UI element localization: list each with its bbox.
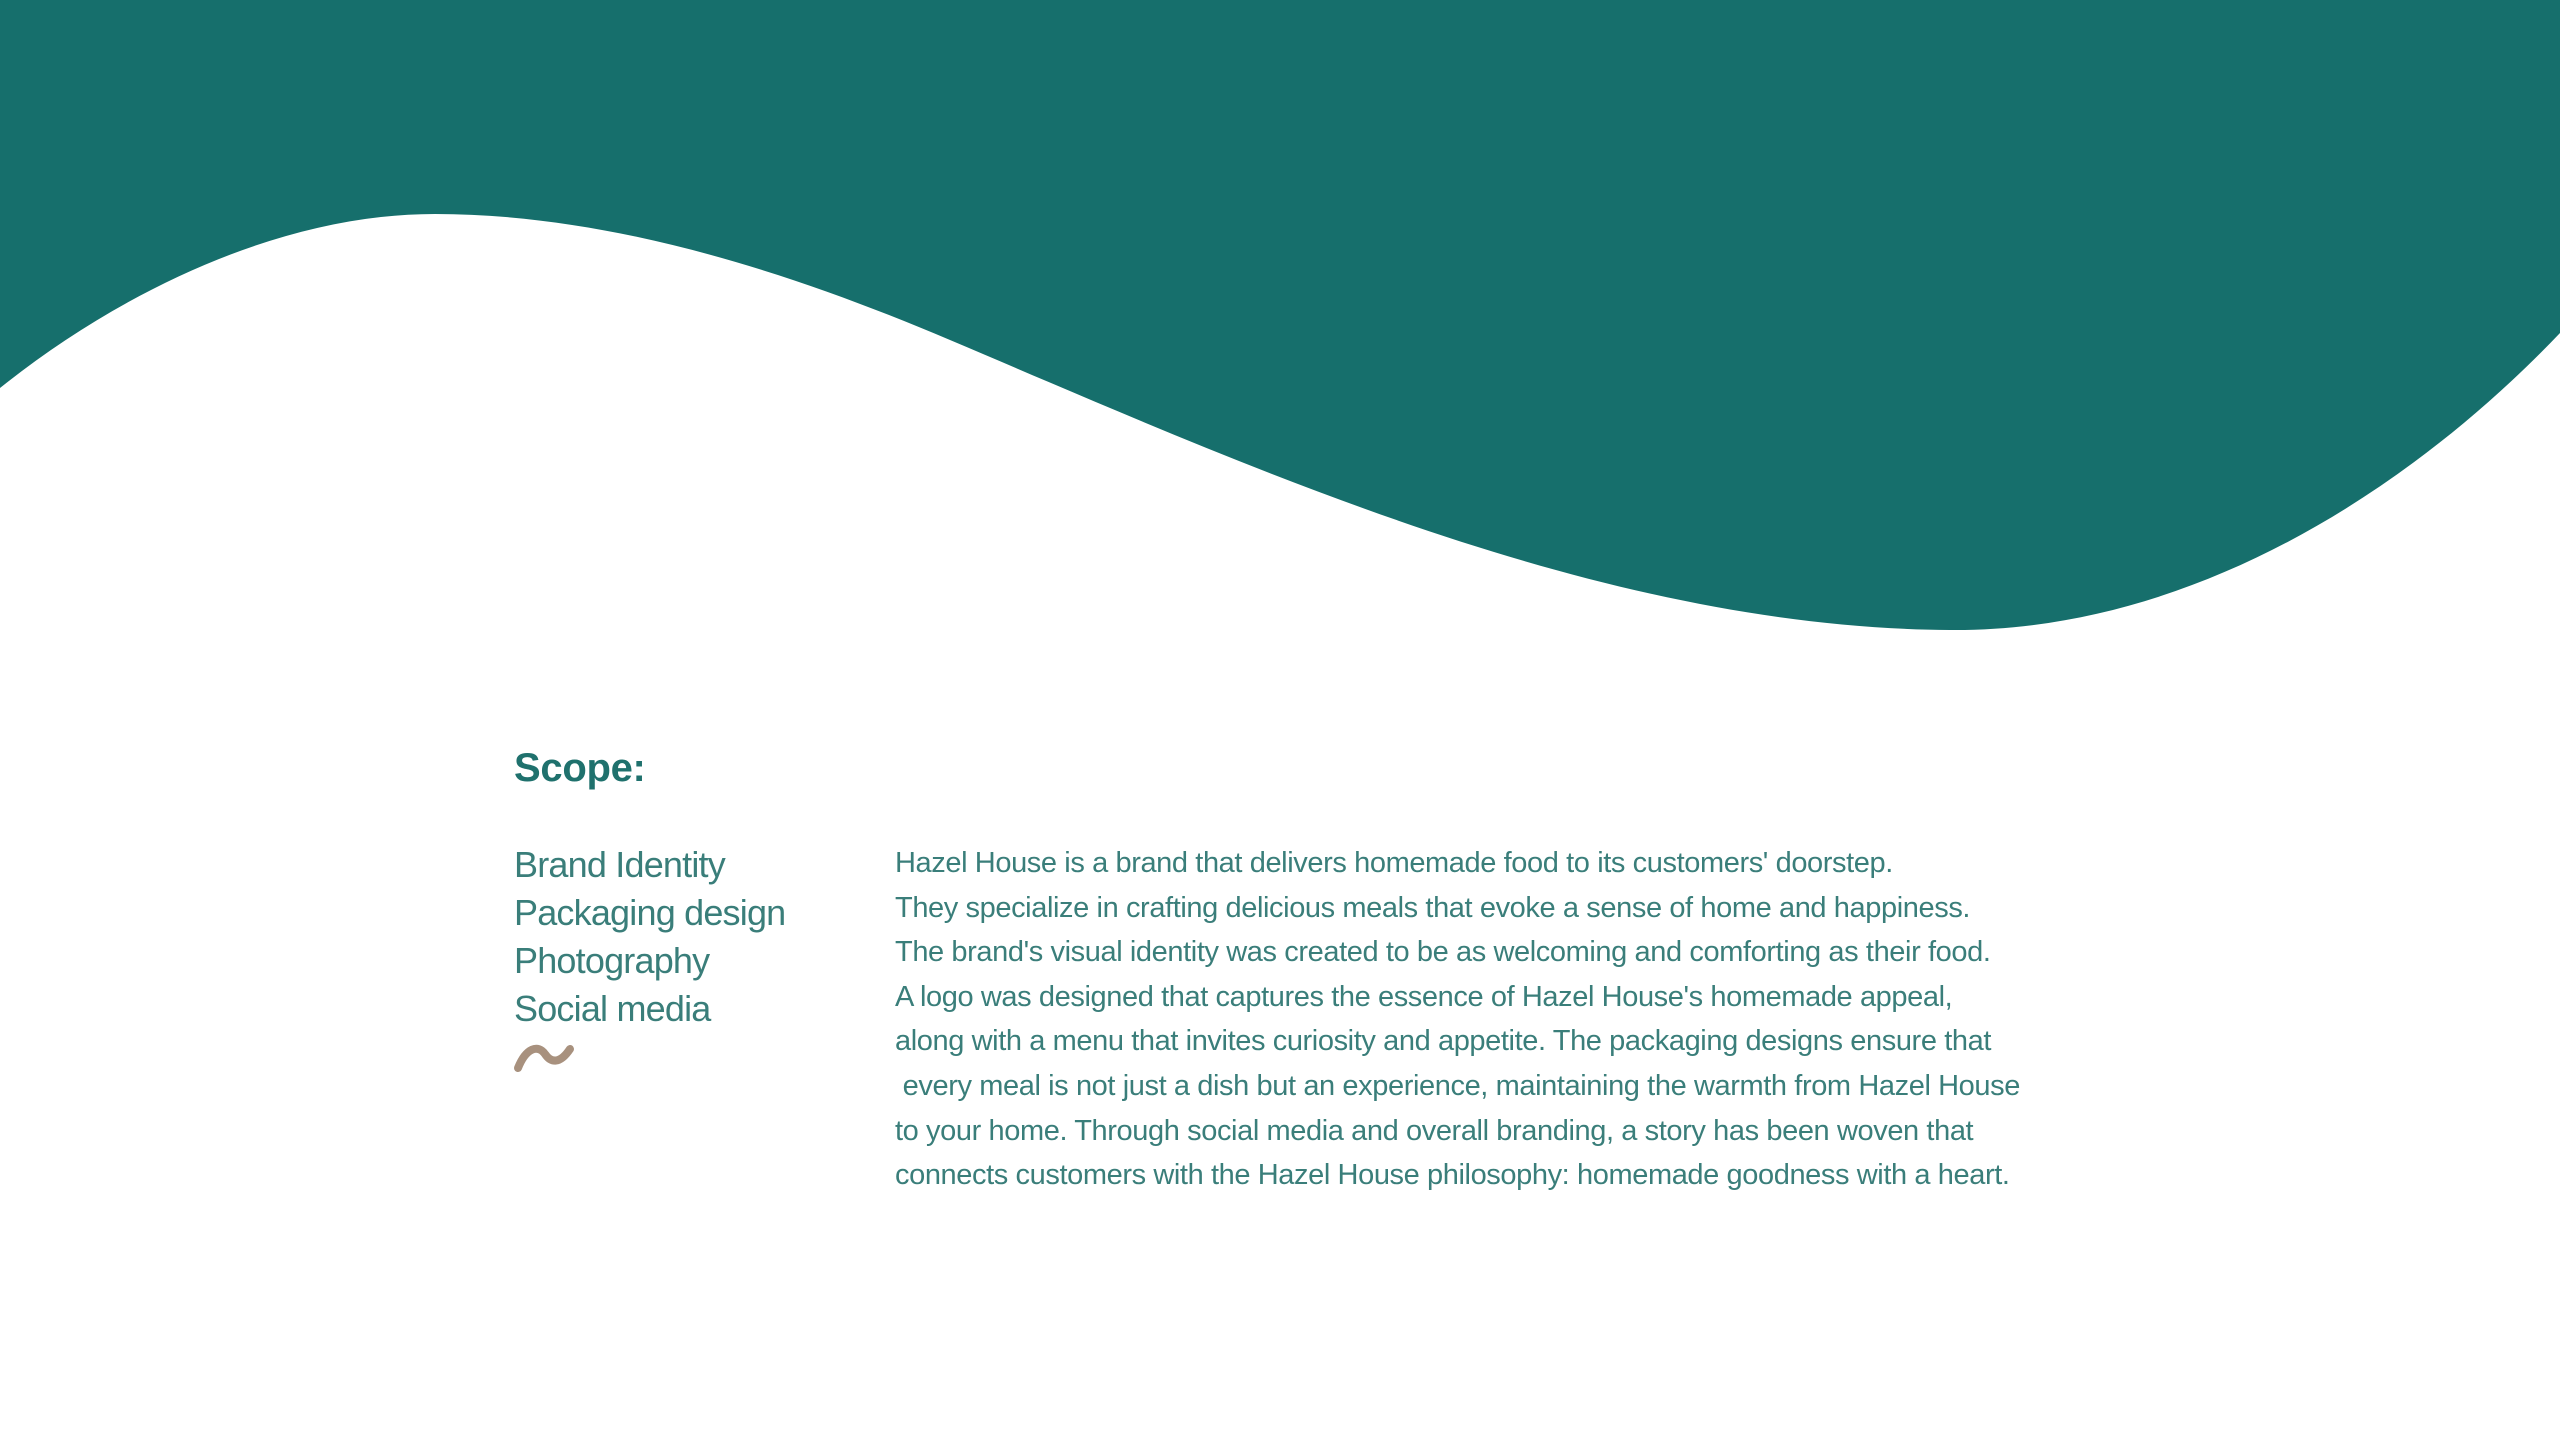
- description-line: along with a menu that invites curiosity and appetite. The packaging designs ensure that: [895, 1025, 1991, 1058]
- description-line: connects customers with the Hazel House philosophy: homemade goodness with a heart.: [895, 1159, 2010, 1192]
- scope-list-item: Brand Identity: [514, 844, 725, 885]
- scope-list-item: Photography: [514, 940, 710, 981]
- description-line: A logo was designed that captures the essence of Hazel House's homemade appeal,: [895, 980, 1953, 1013]
- tilde-squiggle-icon: [512, 1036, 576, 1080]
- description-line: Hazel House is a brand that delivers homemade food to its customers' doorstep.: [895, 847, 1893, 879]
- brand-description: [895, 841, 2020, 1198]
- scope-list-item: Social media: [514, 988, 711, 1029]
- description-line: The brand's visual identity was created to be as welcoming and comforting as their food.: [895, 936, 1991, 969]
- scope-heading: Scope:: [514, 746, 646, 790]
- wave-shape: [0, 0, 2560, 630]
- tilde-squiggle-stroke: [518, 1049, 570, 1068]
- description-line: every meal is not just a dish but an experience, maintaining the warmth from Hazel House: [895, 1069, 2020, 1102]
- scope-list: [514, 841, 785, 1033]
- scope-list-item: Packaging design: [514, 892, 786, 933]
- description-line: to your home. Through social media and overall branding, a story has been woven that: [895, 1114, 1974, 1147]
- description-line: They specialize in crafting delicious meals that evoke a sense of home and happiness.: [895, 891, 1971, 924]
